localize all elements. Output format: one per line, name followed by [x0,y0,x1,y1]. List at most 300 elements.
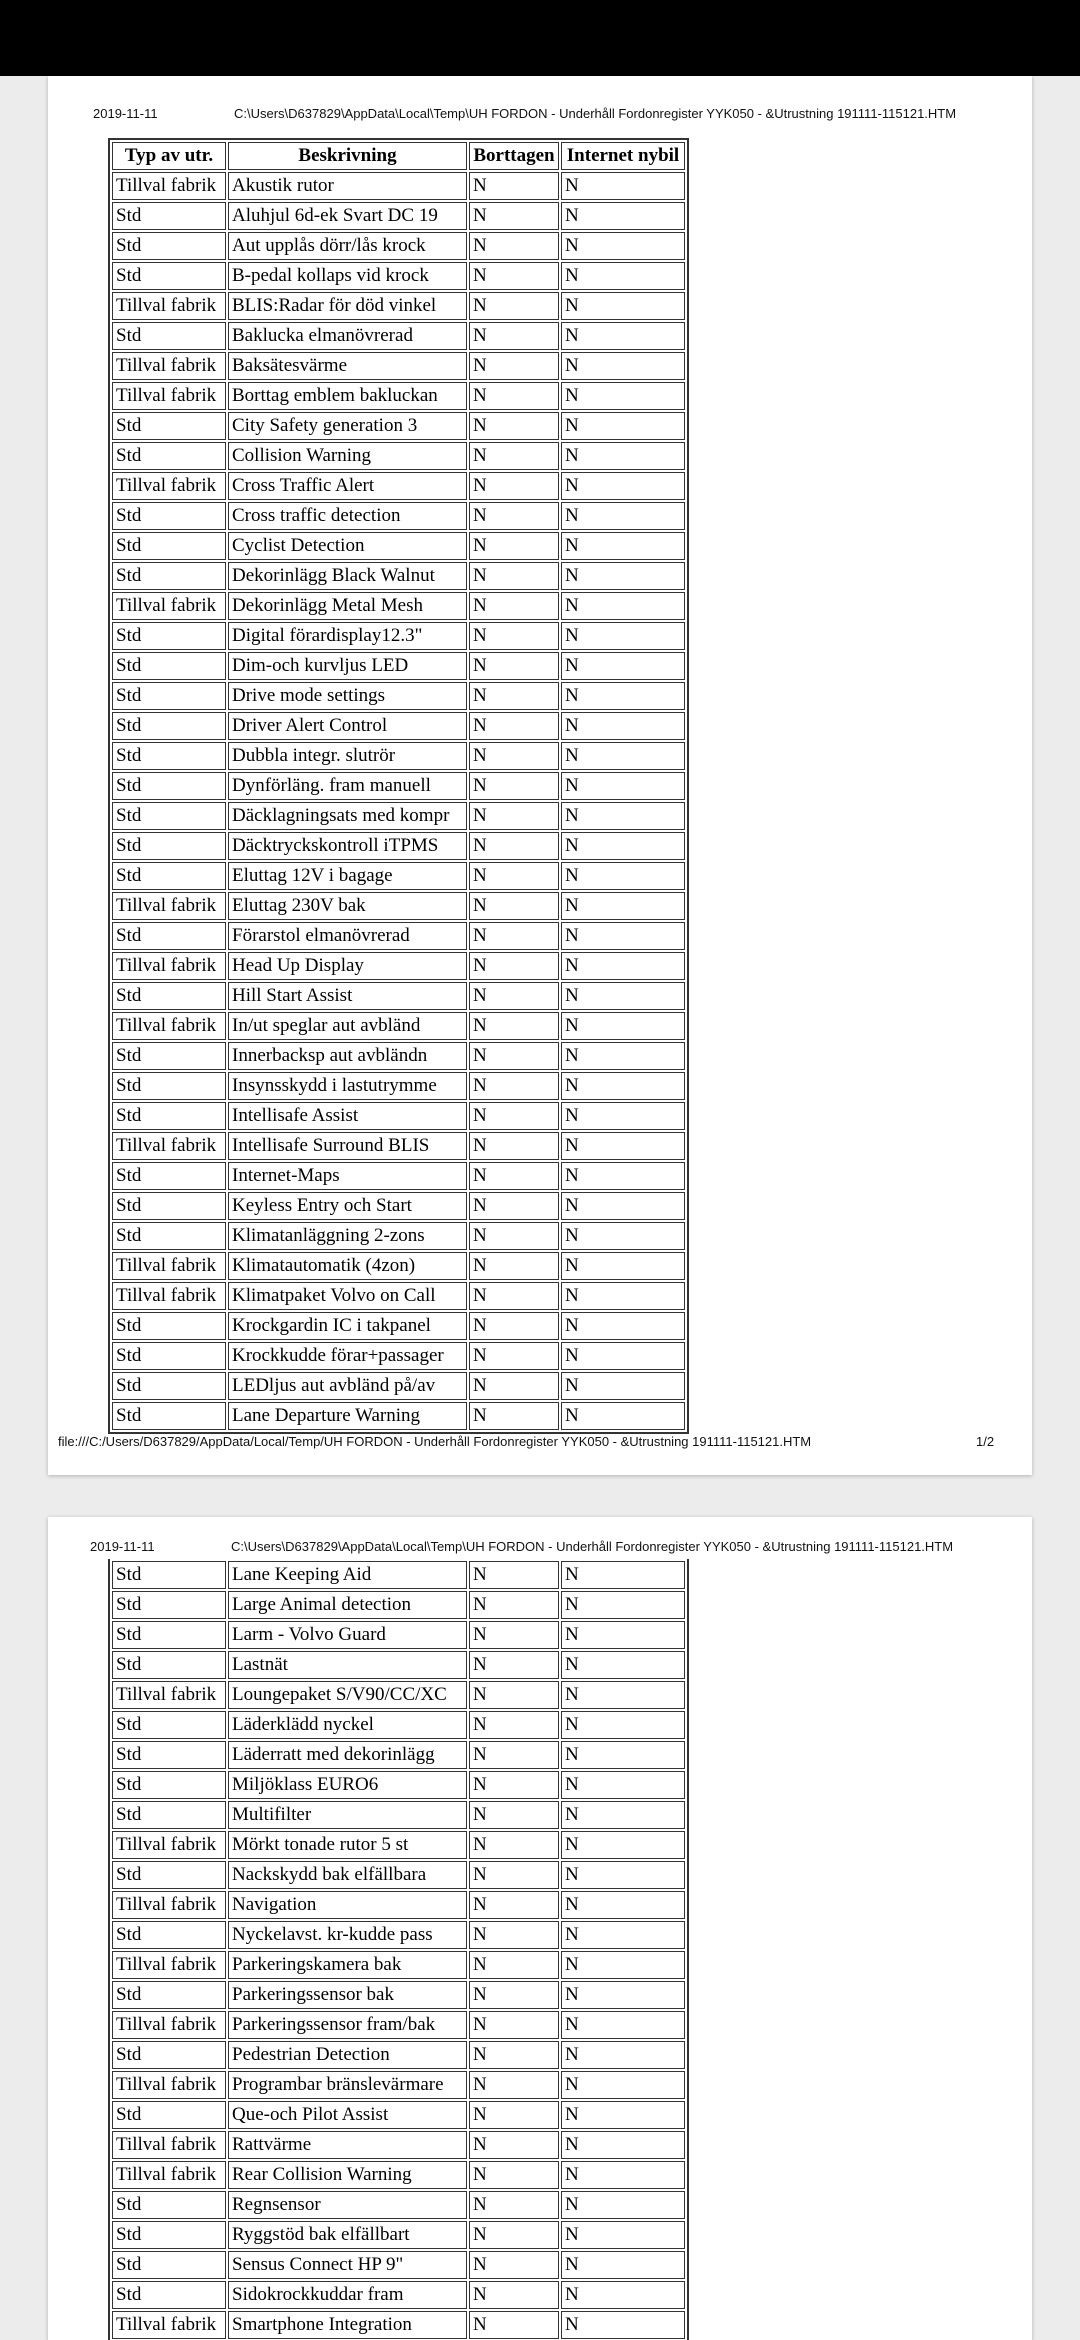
cell-type: Tillval fabrik [112,292,226,320]
cell-description: Lane Keeping Aid [228,1561,467,1589]
table-row [112,982,685,1010]
cell-removed: N [469,1741,559,1769]
cell-removed: N [469,1921,559,1949]
cell-removed: N [469,2131,559,2159]
cell-removed: N [469,1042,559,1070]
cell-internet: N [561,1591,685,1619]
cell-internet: N [561,2161,685,2189]
cell-internet: N [561,802,685,830]
cell-description: Klimatanläggning 2-zons [228,1222,467,1250]
table-row [112,1891,685,1919]
cell-removed: N [469,2041,559,2069]
cell-description: Lane Departure Warning [228,1402,467,1430]
cell-internet: N [561,982,685,1010]
cell-description: In/ut speglar aut avbländ [228,1012,467,1040]
cell-internet: N [561,1042,685,1070]
equipment-table-continued [108,1559,689,2340]
cell-removed: N [469,412,559,440]
cell-type: Tillval fabrik [112,352,226,380]
cell-internet: N [561,1621,685,1649]
cell-description: Akustik rutor [228,172,467,200]
cell-removed: N [469,2311,559,2339]
table-row [112,1861,685,1889]
table-body [112,172,685,1430]
cell-removed: N [469,952,559,980]
cell-internet: N [561,532,685,560]
cell-type: Std [112,742,226,770]
cell-type: Std [112,2191,226,2219]
table-header-row [112,142,685,170]
cell-removed: N [469,1372,559,1400]
cell-type: Tillval fabrik [112,592,226,620]
cell-removed: N [469,1132,559,1160]
table-row [112,262,685,290]
cell-description: Dubbla integr. slutrör [228,742,467,770]
cell-type: Std [112,1372,226,1400]
column-header-internet: Internet nybil [561,142,685,170]
cell-type: Std [112,2251,226,2279]
cell-type: Std [112,1651,226,1679]
cell-description: Digital förardisplay12.3" [228,622,467,650]
table-row [112,1012,685,1040]
cell-description: Sidokrockkuddar fram [228,2281,467,2309]
cell-type: Std [112,1312,226,1340]
cell-description: Parkeringskamera bak [228,1951,467,1979]
cell-internet: N [561,1252,685,1280]
cell-description: Mörkt tonade rutor 5 st [228,1831,467,1859]
cell-removed: N [469,1252,559,1280]
cell-description: Aluhjul 6d-ek Svart DC 19 [228,202,467,230]
table-row [112,292,685,320]
cell-type: Tillval fabrik [112,1831,226,1859]
table-row [112,1132,685,1160]
cell-internet: N [561,592,685,620]
cell-description: Internet-Maps [228,1162,467,1190]
cell-description: Multifilter [228,1801,467,1829]
cell-internet: N [561,1711,685,1739]
cell-removed: N [469,1012,559,1040]
cell-type: Tillval fabrik [112,1951,226,1979]
cell-internet: N [561,1312,685,1340]
cell-description: Programbar bränslevärmare [228,2071,467,2099]
cell-description: Läderratt med dekorinlägg [228,1741,467,1769]
cell-removed: N [469,2071,559,2099]
table-row [112,1951,685,1979]
cell-removed: N [469,532,559,560]
cell-removed: N [469,832,559,860]
cell-removed: N [469,2251,559,2279]
cell-description: Dekorinlägg Metal Mesh [228,592,467,620]
cell-removed: N [469,1621,559,1649]
header-date: 2019-11-11 [93,106,158,121]
cell-type: Tillval fabrik [112,382,226,410]
cell-type: Std [112,1921,226,1949]
cell-description: Lastnät [228,1651,467,1679]
cell-internet: N [561,292,685,320]
cell-description: Driver Alert Control [228,712,467,740]
cell-type: Std [112,682,226,710]
cell-internet: N [561,1681,685,1709]
table-row [112,1162,685,1190]
cell-internet: N [561,1981,685,2009]
cell-description: Collision Warning [228,442,467,470]
cell-description: Krockgardin IC i takpanel [228,1312,467,1340]
cell-description: Krockkudde förar+passager [228,1342,467,1370]
cell-description: Hill Start Assist [228,982,467,1010]
status-bar [0,0,1080,76]
cell-internet: N [561,1561,685,1589]
cell-internet: N [561,772,685,800]
cell-description: Head Up Display [228,952,467,980]
cell-internet: N [561,1951,685,1979]
cell-removed: N [469,1891,559,1919]
cell-description: Sensus Connect HP 9" [228,2251,467,2279]
cell-type: Std [112,502,226,530]
cell-removed: N [469,2281,559,2309]
cell-removed: N [469,1342,559,1370]
cell-internet: N [561,2191,685,2219]
cell-internet: N [561,1192,685,1220]
cell-type: Std [112,1711,226,1739]
cell-description: Dynförläng. fram manuell [228,772,467,800]
cell-internet: N [561,2251,685,2279]
table-row [112,742,685,770]
cell-description: Förarstol elmanövrerad [228,922,467,950]
cell-type: Tillval fabrik [112,952,226,980]
cell-type: Std [112,1621,226,1649]
column-header-type: Typ av utr. [112,142,226,170]
cell-removed: N [469,1831,559,1859]
cell-type: Std [112,1042,226,1070]
table-row [112,1771,685,1799]
cell-internet: N [561,832,685,860]
table-row [112,562,685,590]
cell-description: Parkeringssensor fram/bak [228,2011,467,2039]
table-row [112,2161,685,2189]
cell-type: Std [112,622,226,650]
cell-description: Cross Traffic Alert [228,472,467,500]
cell-type: Tillval fabrik [112,472,226,500]
cell-type: Std [112,652,226,680]
cell-internet: N [561,1012,685,1040]
cell-removed: N [469,1072,559,1100]
cell-removed: N [469,562,559,590]
cell-description: Aut upplås dörr/lås krock [228,232,467,260]
cell-type: Std [112,982,226,1010]
cell-removed: N [469,1561,559,1589]
cell-removed: N [469,1681,559,1709]
table-row [112,1402,685,1430]
cell-internet: N [561,2071,685,2099]
table-row [112,1801,685,1829]
table-row [112,1921,685,1949]
cell-description: BLIS:Radar för död vinkel [228,292,467,320]
cell-description: Larm - Volvo Guard [228,1621,467,1649]
cell-internet: N [561,502,685,530]
cell-internet: N [561,1861,685,1889]
cell-removed: N [469,442,559,470]
cell-removed: N [469,352,559,380]
table-row [112,1711,685,1739]
cell-internet: N [561,2281,685,2309]
cell-description: Cross traffic detection [228,502,467,530]
table-row [112,802,685,830]
cell-internet: N [561,1222,685,1250]
table-row [112,922,685,950]
cell-description: Eluttag 12V i bagage [228,862,467,890]
document-page-1 [48,76,1032,1475]
cell-removed: N [469,292,559,320]
cell-internet: N [561,202,685,230]
cell-type: Std [112,562,226,590]
cell-internet: N [561,712,685,740]
table-row [112,2071,685,2099]
header-path: C:\Users\D637829\AppData\Local\Temp\UH FORDON - Underhåll Fordonregister YYK050 - &Utrustning 191111-115121.HTM [231,1539,954,1554]
table-row [112,322,685,350]
cell-removed: N [469,862,559,890]
cell-type: Std [112,322,226,350]
cell-type: Std [112,2041,226,2069]
cell-removed: N [469,322,559,350]
cell-type: Tillval fabrik [112,892,226,920]
cell-type: Tillval fabrik [112,172,226,200]
cell-removed: N [469,1162,559,1190]
cell-description: Parkeringssensor bak [228,1981,467,2009]
cell-internet: N [561,652,685,680]
cell-removed: N [469,1651,559,1679]
cell-type: Std [112,1741,226,1769]
table-row [112,1741,685,1769]
table-row [112,1072,685,1100]
table-row [112,502,685,530]
cell-removed: N [469,2011,559,2039]
column-header-description: Beskrivning [228,142,467,170]
cell-internet: N [561,472,685,500]
cell-removed: N [469,502,559,530]
cell-type: Tillval fabrik [112,1282,226,1310]
cell-internet: N [561,262,685,290]
cell-description: LEDljus aut avbländ på/av [228,1372,467,1400]
cell-removed: N [469,712,559,740]
cell-internet: N [561,1132,685,1160]
cell-type: Std [112,772,226,800]
table-row [112,472,685,500]
table-row [112,382,685,410]
table-row [112,2041,685,2069]
cell-removed: N [469,742,559,770]
cell-internet: N [561,862,685,890]
table-row [112,772,685,800]
cell-description: Nackskydd bak elfällbara [228,1861,467,1889]
cell-type: Std [112,1162,226,1190]
table-row [112,1621,685,1649]
cell-description: Dekorinlägg Black Walnut [228,562,467,590]
cell-removed: N [469,1861,559,1889]
table-row [112,202,685,230]
cell-type: Std [112,1222,226,1250]
cell-type: Std [112,1591,226,1619]
cell-type: Std [112,1192,226,1220]
cell-removed: N [469,892,559,920]
cell-removed: N [469,232,559,260]
cell-description: Cyclist Detection [228,532,467,560]
cell-description: Borttag emblem bakluckan [228,382,467,410]
cell-type: Std [112,1801,226,1829]
column-header-removed: Borttagen [469,142,559,170]
cell-type: Std [112,412,226,440]
cell-internet: N [561,922,685,950]
table-row [112,1681,685,1709]
cell-type: Tillval fabrik [112,2011,226,2039]
table-row [112,2131,685,2159]
cell-description: Keyless Entry och Start [228,1192,467,1220]
table-row [112,232,685,260]
cell-internet: N [561,2011,685,2039]
table-row [112,2011,685,2039]
cell-type: Std [112,232,226,260]
cell-internet: N [561,742,685,770]
cell-internet: N [561,1651,685,1679]
cell-internet: N [561,952,685,980]
cell-description: Eluttag 230V bak [228,892,467,920]
footer-url: file:///C:/Users/D637829/AppData/Local/Temp/UH FORDON - Underhåll Fordonregister YYK050 - &Utrustning 191111-115121.HTM [58,1434,812,1449]
cell-description: Pedestrian Detection [228,2041,467,2069]
table-row [112,1981,685,2009]
cell-removed: N [469,772,559,800]
cell-type: Std [112,1102,226,1130]
cell-description: B-pedal kollaps vid krock [228,262,467,290]
table-row [112,622,685,650]
cell-removed: N [469,1981,559,2009]
cell-internet: N [561,1771,685,1799]
cell-type: Tillval fabrik [112,2071,226,2099]
table-row [112,682,685,710]
table-row [112,1102,685,1130]
cell-internet: N [561,2131,685,2159]
cell-type: Std [112,832,226,860]
table-row [112,1192,685,1220]
cell-description: Innerbacksp aut avbländn [228,1042,467,1070]
cell-type: Std [112,2221,226,2249]
table-row [112,1312,685,1340]
cell-description: Klimatautomatik (4zon) [228,1252,467,1280]
cell-type: Std [112,262,226,290]
cell-description: Intellisafe Surround BLIS [228,1132,467,1160]
cell-type: Std [112,1981,226,2009]
cell-internet: N [561,2221,685,2249]
cell-internet: N [561,1921,685,1949]
cell-type: Std [112,1402,226,1430]
cell-removed: N [469,1951,559,1979]
cell-removed: N [469,982,559,1010]
cell-internet: N [561,1891,685,1919]
cell-internet: N [561,172,685,200]
table-row [112,172,685,200]
table-row [112,2101,685,2129]
cell-description: Navigation [228,1891,467,1919]
cell-type: Std [112,532,226,560]
cell-description: Nyckelavst. kr-kudde pass [228,1921,467,1949]
cell-description: Large Animal detection [228,1591,467,1619]
cell-removed: N [469,202,559,230]
cell-internet: N [561,1831,685,1859]
cell-description: Insynsskydd i lastutrymme [228,1072,467,1100]
table-row [112,892,685,920]
cell-internet: N [561,1372,685,1400]
cell-internet: N [561,1342,685,1370]
table-row [112,2191,685,2219]
table-row [112,1561,685,1589]
equipment-table [108,138,689,1434]
table-row [112,2311,685,2339]
cell-description: Que-och Pilot Assist [228,2101,467,2129]
cell-description: City Safety generation 3 [228,412,467,440]
cell-internet: N [561,412,685,440]
table-row [112,1222,685,1250]
cell-description: Däcktryckskontroll iTPMS [228,832,467,860]
cell-type: Tillval fabrik [112,2161,226,2189]
cell-removed: N [469,2221,559,2249]
header-date: 2019-11-11 [90,1539,155,1554]
cell-internet: N [561,352,685,380]
cell-internet: N [561,1162,685,1190]
cell-type: Std [112,1771,226,1799]
cell-removed: N [469,1402,559,1430]
cell-type: Std [112,202,226,230]
table-row [112,832,685,860]
cell-internet: N [561,2041,685,2069]
cell-description: Däcklagningsats med kompr [228,802,467,830]
cell-description: Rattvärme [228,2131,467,2159]
table-row [112,1831,685,1859]
cell-description: Rear Collision Warning [228,2161,467,2189]
cell-internet: N [561,1801,685,1829]
table-row [112,532,685,560]
cell-internet: N [561,1741,685,1769]
table-body [112,1561,685,2339]
table-row [112,652,685,680]
cell-removed: N [469,622,559,650]
cell-removed: N [469,472,559,500]
cell-removed: N [469,1312,559,1340]
cell-type: Tillval fabrik [112,1891,226,1919]
cell-internet: N [561,682,685,710]
cell-removed: N [469,382,559,410]
table-row [112,352,685,380]
cell-type: Tillval fabrik [112,1012,226,1040]
cell-removed: N [469,652,559,680]
cell-type: Std [112,712,226,740]
cell-removed: N [469,1282,559,1310]
cell-removed: N [469,2191,559,2219]
cell-type: Tillval fabrik [112,1132,226,1160]
cell-description: Dim-och kurvljus LED [228,652,467,680]
cell-description: Baklucka elmanövrerad [228,322,467,350]
cell-internet: N [561,442,685,470]
header-path: C:\Users\D637829\AppData\Local\Temp\UH FORDON - Underhåll Fordonregister YYK050 - &Utrustning 191111-115121.HTM [234,106,957,121]
cell-type: Std [112,802,226,830]
document-page-2 [48,1517,1032,2340]
table-row [112,592,685,620]
cell-type: Std [112,922,226,950]
cell-removed: N [469,592,559,620]
cell-internet: N [561,622,685,650]
cell-removed: N [469,682,559,710]
cell-type: Std [112,2101,226,2129]
cell-type: Tillval fabrik [112,1252,226,1280]
cell-type: Std [112,1561,226,1589]
table-row [112,2281,685,2309]
